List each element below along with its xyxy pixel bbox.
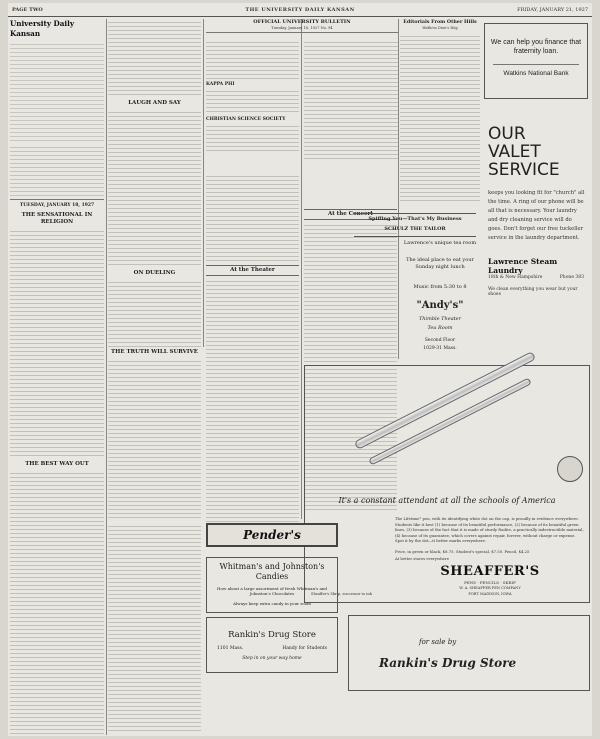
column-2	[108, 19, 201, 349]
rankin-mid-name: Rankin's Drug Store	[228, 630, 316, 640]
rankin-drug-ad-right	[348, 615, 590, 691]
bulletin-item-1: KAPPA PHI	[206, 82, 235, 87]
column-5	[400, 19, 480, 209]
white-dot-icon	[557, 456, 583, 482]
lawrence-tag: We clean everything you wear but your shoes	[488, 287, 578, 297]
date-line: FRIDAY, JANUARY 21, 1927	[517, 7, 588, 13]
sheaffer-city: FORT MADISON, IOWA	[468, 592, 512, 596]
whitmans-tag: Always keep extra candy in your room	[233, 601, 311, 606]
paper-name: THE UNIVERSITY DAILY KANSAN	[245, 7, 355, 13]
bulletin-continued	[304, 39, 398, 159]
valet-line-1: OUR	[488, 124, 526, 144]
andys-addr: Second Floor	[424, 338, 456, 343]
editorial-body-3	[108, 109, 201, 267]
sheaffer-corp: W. A. SHEAFFER PEN COMPANY	[459, 586, 521, 590]
penders-logo: Pender's	[243, 528, 301, 542]
whitmans-headline: Whitman's and Johnston's Candies	[219, 562, 325, 581]
masthead-staff-list	[10, 41, 104, 141]
column-2-lower	[108, 349, 201, 519]
valet-service-ad	[484, 105, 588, 363]
editorial-body-5	[108, 358, 201, 518]
editorial-headline-5: THE TRUTH WILL SURVIVE	[111, 349, 198, 355]
lunch-line-2: The ideal place to eat your Sunday night lunch	[406, 257, 474, 270]
column-divider	[106, 19, 107, 735]
andys-sub-2: Tea Room	[427, 325, 453, 331]
page-label: PAGE TWO	[12, 7, 43, 13]
rankin-mid-addr: 1101 Mass.	[217, 646, 244, 651]
penders-ad	[206, 523, 338, 547]
rankin-mid-tag: Handy for Students	[282, 646, 327, 651]
at-the-theater-headline: At the Theater	[206, 265, 299, 276]
sheaffer-body: The Lifetime° pen, with its identifying white dot on the cap, is proudly in evidence everywhere. Students like it best (1) because of its beautiful performance, (2) because of its beautiful green lines, (3) because of the fact that it is made of sturdy Radite, a practically indestructible material, (4) because of its guarantee, which covers against repair, forever, without charge or expense. Spot it by the dot—it better marks everywhere.	[395, 516, 584, 543]
watkins-note: Watkins Dam's Way	[422, 26, 458, 30]
schulz-tailor-ad	[354, 213, 476, 237]
watkins-bank-ad	[484, 23, 588, 99]
rankin-right-line-2: Rankin's Drug Store	[379, 656, 517, 670]
page-header	[8, 3, 592, 17]
bulletin-notice	[206, 39, 299, 79]
masthead-title: University Daily Kansan	[10, 19, 75, 38]
schulz-name: SCHULZ THE TAILOR	[384, 226, 446, 232]
lawrence-phone: Phone 383	[559, 275, 584, 280]
sheaffer-ad	[304, 365, 590, 603]
lunch-line-3: Music from 5:30 to 8	[413, 284, 467, 290]
whitmans-ad	[206, 557, 338, 613]
editorials-other-headline: Editorials From Other Hills	[403, 19, 477, 25]
masthead-notice	[10, 144, 104, 196]
column-divider	[203, 19, 204, 347]
andys-sub: Thimble Theater	[418, 316, 462, 322]
andys-addr-2: 1029-31 Mass.	[423, 346, 457, 351]
watkins-line-2: Watkins National Bank	[503, 70, 569, 77]
sheaffer-stores: At better stores everywhere	[395, 556, 449, 561]
lunch-line-1: Lawrence's unique tea room	[403, 240, 477, 246]
editorial-headline-2: THE BEST WAY OUT	[25, 461, 89, 467]
pen-illustration	[354, 351, 536, 450]
sheaffer-sub: PENS · PENCILS · SKRIP	[464, 580, 516, 585]
editorial-headline-4: ON DUELING	[133, 270, 176, 276]
sheaffer-price: Price, in green or black, $8.75. Student's special, $7.50. Pencil, $4.25	[395, 549, 530, 554]
bulletin-item-2: CHRISTIAN SCIENCE SOCIETY	[206, 117, 286, 122]
column-1	[10, 19, 104, 735]
sheaffer-note: Sheaffer's Skrip, successor to ink	[311, 592, 372, 596]
newspaper-page	[8, 3, 592, 736]
rankin-mid-tag-2: Step in on your way home	[242, 656, 302, 661]
editorial-body-2	[10, 470, 104, 735]
column-divider	[398, 19, 399, 359]
editorial-headline-1: THE SENSATIONAL IN RELIGION	[21, 212, 93, 225]
rankin-right-line-1: for sale by	[419, 638, 457, 646]
bulletin-title: OFFICIAL UNIVERSITY BULLETIN	[253, 19, 351, 25]
schulz-headline: Spiffing You—That's My Business	[368, 216, 462, 222]
rankin-drug-ad-mid	[206, 617, 338, 673]
valet-body: keeps you looking fit for "church" all the time. A ring of our phone will be all that is necessary. Your laundry and dry cleaning service will do goes. Don't forget our free tuckeller service in the laundry department.	[488, 190, 585, 241]
watkins-line-1: We can help you finance that fraternity loan.	[490, 39, 582, 55]
official-bulletin	[206, 19, 398, 169]
andys-name: "Andy's"	[416, 300, 464, 311]
lawrence-name: Lawrence Steam Laundry	[488, 257, 558, 275]
bulletin-issue: Tuesday, January 18, 1927 No. 94	[271, 26, 333, 30]
lawrence-addr: 18th & New Hampshire	[488, 275, 543, 280]
editorial-body-1	[10, 228, 104, 458]
andys-ad	[401, 240, 479, 365]
masthead-date: TUESDAY, JANUARY 18, 1927	[19, 203, 95, 208]
editorial-continued	[108, 19, 201, 97]
at-the-concert-headline: At the Concert	[304, 209, 397, 220]
valet-line-2: VALET	[488, 142, 541, 162]
column-3	[206, 173, 299, 523]
valet-line-3: SERVICE	[488, 160, 560, 180]
theater-body	[206, 278, 299, 523]
editorial-body-4	[108, 279, 201, 349]
editorial-headline-3: LAUGH AND SAY	[128, 100, 181, 106]
sheaffer-headline: It's a constant attendant at all the schools of America	[338, 496, 556, 505]
column-2-bottom-text	[108, 523, 201, 733]
sheaffer-logo: SHEAFFER'S	[440, 564, 540, 579]
whitmans-body: How about a large assortment of fresh Whitman's and Johnston's Chocolates	[217, 586, 327, 596]
